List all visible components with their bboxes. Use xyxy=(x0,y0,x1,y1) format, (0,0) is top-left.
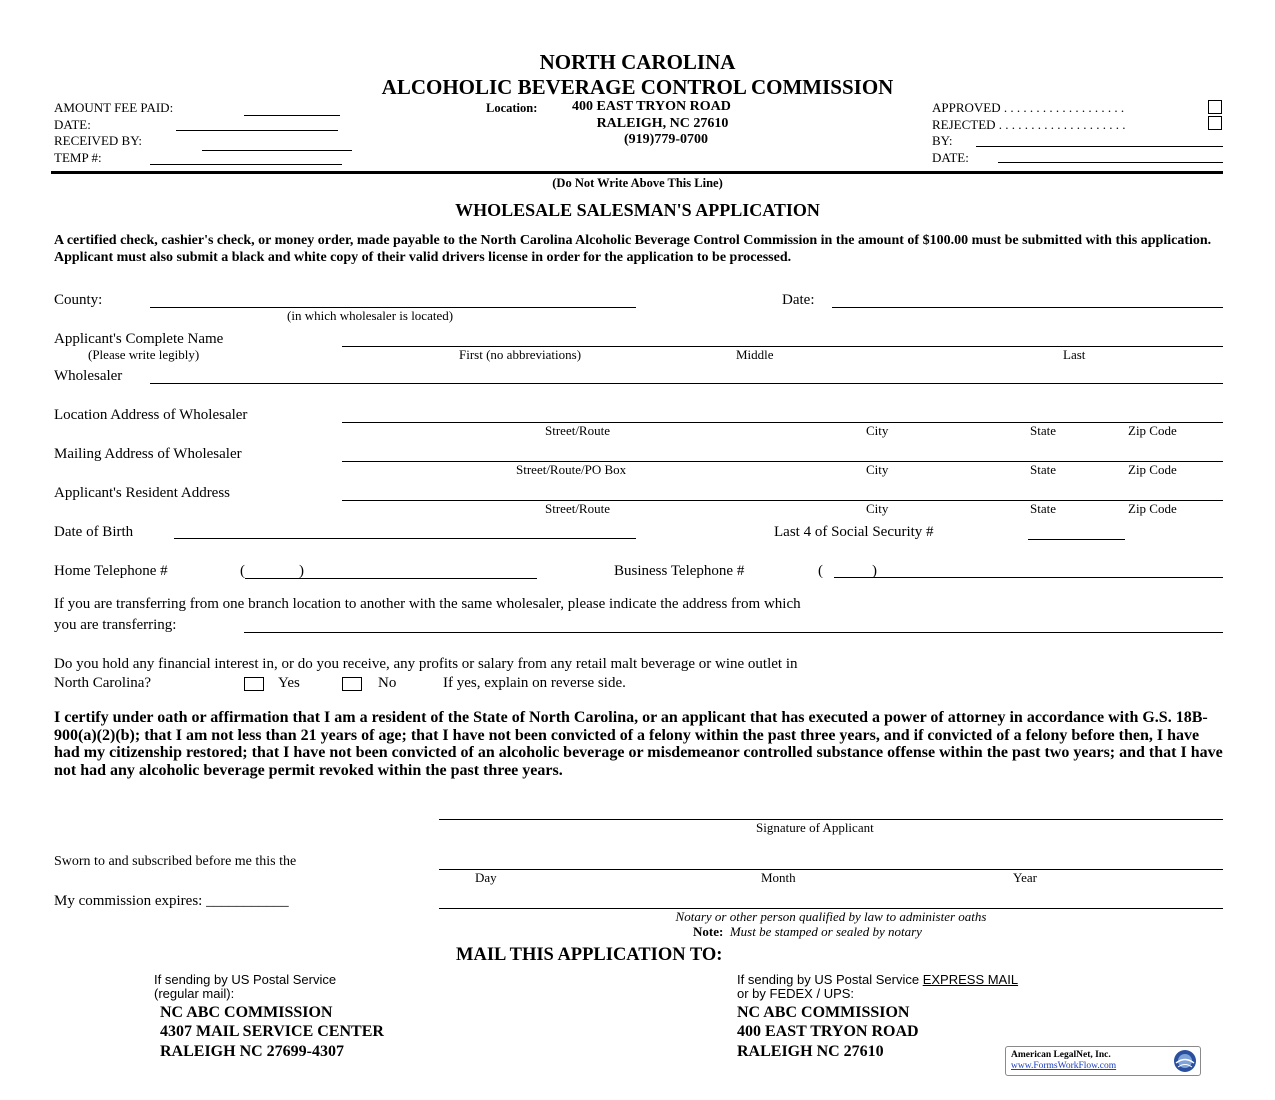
location-street-caption: Street/Route xyxy=(545,423,610,438)
mail-right-addr2: 400 EAST TRYON ROAD xyxy=(737,1023,919,1040)
sworn-date-line[interactable] xyxy=(439,869,1223,870)
wholesaler-input[interactable] xyxy=(150,383,1223,384)
mailing-address-input[interactable] xyxy=(342,461,1223,462)
interest-no-label: No xyxy=(378,675,397,691)
header-divider xyxy=(51,171,1223,174)
location-address-input[interactable] xyxy=(342,422,1223,423)
mail-left-addr1: NC ABC COMMISSION xyxy=(160,1004,333,1021)
notary-caption: Notary or other person qualified by law to administer oaths xyxy=(675,909,987,924)
legalnet-logo xyxy=(1005,1046,1201,1076)
location-address-label: Location Address of Wholesaler xyxy=(54,407,248,423)
mailing-city-caption: City xyxy=(866,462,889,477)
globe-icon xyxy=(1172,1048,1198,1074)
county-label: County: xyxy=(54,292,103,308)
approved-label: APPROVED . . . . . . . . . . . . . . . . . . . xyxy=(932,100,1125,115)
received-by-label: RECEIVED BY: xyxy=(54,133,142,148)
signature-caption: Signature of Applicant xyxy=(756,820,874,835)
mailing-address-label: Mailing Address of Wholesaler xyxy=(54,446,242,462)
resident-city-caption: City xyxy=(866,501,889,516)
approval-date-label: DATE: xyxy=(932,150,969,165)
rejected-checkbox[interactable] xyxy=(1208,116,1222,130)
header-title-commission: ALCOHOLIC BEVERAGE CONTROL COMMISSION xyxy=(381,75,894,99)
write-legibly-note: (Please write legibly) xyxy=(88,347,200,362)
sworn-label: Sworn to and subscribed before me this the xyxy=(54,854,297,869)
resident-state-caption: State xyxy=(1030,501,1056,516)
location-address: 400 EAST TRYON ROAD xyxy=(572,99,731,114)
location-state-caption: State xyxy=(1030,423,1056,438)
mail-left-addr2: 4307 MAIL SERVICE CENTER xyxy=(160,1023,384,1040)
form-title: WHOLESALE SALESMAN'S APPLICATION xyxy=(455,200,820,220)
mail-right-addr3: RALEIGH NC 27610 xyxy=(737,1043,884,1060)
header-title-state: NORTH CAROLINA xyxy=(539,50,736,74)
name-middle-caption: Middle xyxy=(736,347,774,362)
county-note: (in which wholesaler is located) xyxy=(287,308,454,323)
note-text: Must be stamped or sealed by notary xyxy=(729,924,922,939)
name-first-caption: First (no abbreviations) xyxy=(459,347,582,362)
mailing-street-caption: Street/Route/PO Box xyxy=(516,462,627,477)
approved-by-line[interactable] xyxy=(976,146,1223,147)
approved-by-label: BY: xyxy=(932,133,953,148)
sworn-month-caption: Month xyxy=(761,870,796,885)
home-phone-open-paren: ( xyxy=(240,563,245,579)
commission-expires-label: My commission expires: ___________ xyxy=(54,893,289,909)
resident-street-caption: Street/Route xyxy=(545,501,610,516)
location-city: RALEIGH, NC 27610 xyxy=(596,116,729,131)
transfer-address-input[interactable] xyxy=(244,632,1223,633)
mail-right-line1 xyxy=(737,972,1018,987)
transfer-label: you are transferring: xyxy=(54,617,177,633)
location-zip-caption: Zip Code xyxy=(1128,423,1177,438)
mail-title: MAIL THIS APPLICATION TO: xyxy=(456,945,723,965)
resident-address-label: Applicant's Resident Address xyxy=(54,485,231,501)
ssn-input[interactable] xyxy=(1028,539,1125,540)
date-input[interactable] xyxy=(832,307,1223,308)
interest-no-checkbox[interactable] xyxy=(342,677,362,691)
business-phone-input[interactable] xyxy=(834,577,1223,578)
mail-right-line2: or by FEDEX / UPS: xyxy=(737,986,855,1001)
interest-question: Do you hold any financial interest in, or do you receive, any profits or salary from any retail malt beverage or wine outlet in xyxy=(54,656,798,672)
temp-number-line[interactable] xyxy=(150,164,342,165)
location-phone: (919)779-0700 xyxy=(624,132,708,147)
temp-number-label: TEMP #: xyxy=(54,150,102,165)
certification-paragraph: I certify under oath or affirmation that I am a resident of the State of North Carolina, or an applicant that has executed a power of attorney in accordance with G.S. 18B-900(a)(2)(b); that I am not less than 21 years of age; that I have not been convicted of a felony within the past three years, and if convicted of a felony before then, I have had my citizenship restored; that I have not been convicted of an alcoholic beverage or misdemeanor controlled substance offense within the past two years; and that I have not had any alcoholic beverage permit revoked within the past three years. xyxy=(54,709,1223,779)
business-phone-close-paren: ) xyxy=(872,563,877,579)
amount-fee-paid-label: AMOUNT FEE PAID: xyxy=(54,100,174,115)
interest-question-cont: North Carolina? xyxy=(54,675,152,691)
note-label: Note: xyxy=(693,924,724,939)
amount-fee-paid-line[interactable] xyxy=(244,115,340,116)
mail-left-line2: (regular mail): xyxy=(154,986,235,1001)
mail-right-line1-prefix: If sending by US Postal Service xyxy=(737,972,923,987)
home-phone-label: Home Telephone # xyxy=(54,563,168,579)
rejected-label: REJECTED . . . . . . . . . . . . . . . . . . . . xyxy=(932,117,1126,132)
office-date-line[interactable] xyxy=(176,130,338,131)
mailing-state-caption: State xyxy=(1030,462,1056,477)
notary-note xyxy=(693,924,922,940)
name-last-caption: Last xyxy=(1063,347,1086,362)
mail-left-addr3: RALEIGH NC 27699-4307 xyxy=(160,1043,345,1060)
interest-yes-checkbox[interactable] xyxy=(244,677,264,691)
logo-url-link[interactable]: www.FormsWorkFlow.com xyxy=(1011,1061,1117,1071)
approved-checkbox[interactable] xyxy=(1208,100,1222,114)
resident-address-input[interactable] xyxy=(342,500,1223,501)
location-label: Location: xyxy=(486,101,538,115)
mail-right-addr1: NC ABC COMMISSION xyxy=(737,1004,910,1021)
ssn-label: Last 4 of Social Security # xyxy=(774,524,934,540)
location-city-caption: City xyxy=(866,423,889,438)
mailing-zip-caption: Zip Code xyxy=(1128,462,1177,477)
date-label: Date: xyxy=(782,292,815,308)
transfer-question: If you are transferring from one branch location to another with the same wholesaler, please indicate the address from which xyxy=(54,596,801,612)
dob-input[interactable] xyxy=(174,538,636,539)
logo-company: American LegalNet, Inc. xyxy=(1011,1050,1111,1060)
approval-date-line[interactable] xyxy=(998,162,1223,163)
business-phone-open-paren: ( xyxy=(818,563,823,579)
received-by-line[interactable] xyxy=(202,150,352,151)
interest-yes-label: Yes xyxy=(278,675,300,691)
wholesaler-label: Wholesaler xyxy=(54,368,123,384)
intro-paragraph: A certified check, cashier's check, or money order, made payable to the North Carolina Alcoholic Beverage Control Commission in the amount of $100.00 must be submitted with this application. Applicant must also submit a black and white copy of their valid drivers license in order for the application to be processed. xyxy=(54,233,1212,265)
office-date-label: DATE: xyxy=(54,117,91,132)
resident-zip-caption: Zip Code xyxy=(1128,501,1177,516)
express-mail-text: EXPRESS MAIL xyxy=(922,972,1019,987)
sworn-year-caption: Year xyxy=(1013,870,1037,885)
home-phone-input[interactable] xyxy=(245,578,537,579)
applicant-name-label: Applicant's Complete Name xyxy=(54,331,224,347)
dob-label: Date of Birth xyxy=(54,524,134,540)
mail-left-line1: If sending by US Postal Service xyxy=(154,972,337,987)
business-phone-label: Business Telephone # xyxy=(614,563,745,579)
interest-explain-note: If yes, explain on reverse side. xyxy=(443,675,626,691)
sworn-day-caption: Day xyxy=(475,870,497,885)
do-not-write-notice: (Do Not Write Above This Line) xyxy=(552,176,723,190)
home-phone-close-paren: ) xyxy=(299,563,304,579)
